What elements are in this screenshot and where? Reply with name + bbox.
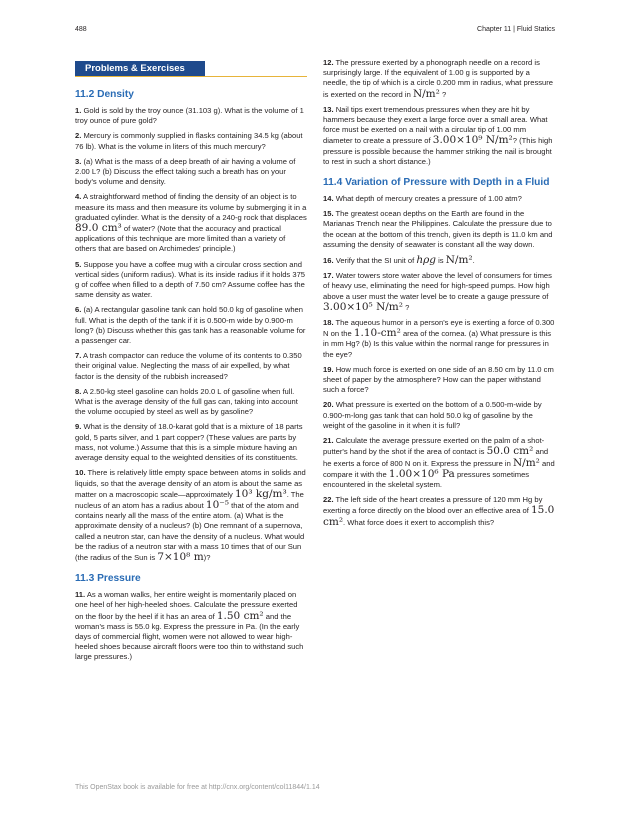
problem-number: 13. [323, 104, 334, 114]
problem-text: is [438, 256, 444, 266]
problem-text: Mercury is commonly supplied in flasks containing 34.5 kg (about 76 lb). What is the volume in liters of this much mercury? [75, 131, 303, 151]
problem-9 [75, 422, 307, 463]
math-expression: 15.0 cm² [323, 504, 555, 528]
problem-text: area of the cornea. (a) What pressure is this in mm Hg? (b) Is this value within the normal range for pressures in the eye? [323, 329, 552, 359]
problem-15 [323, 209, 555, 250]
problem-text: ? (This high pressure is possible because the hammer striking the nail is brought to rest in such a short distance.) [323, 136, 553, 166]
problem-2 [75, 131, 307, 151]
problem-8 [75, 387, 307, 418]
problem-number: 6. [75, 305, 82, 315]
problem-text: (a) What is the mass of a deep breath of air having a volume of 2.00 L? (b) Discuss the effect taking such a breath has on your body's volume and density. [75, 156, 296, 187]
problem-5 [75, 260, 307, 301]
problem-text: of water? (Note that the accuracy and practical applications of this technique are more limited than a variety of others that are based on Archimedes' principle.) [75, 224, 286, 254]
right-column [323, 58, 555, 533]
math-expression: N/m² [445, 254, 473, 267]
problem-14 [323, 194, 555, 204]
math-expression: 10⁻⁵ [205, 498, 230, 511]
problem-text: (a) A rectangular gasoline tank can hold 50.0 kg of gasoline when full. What is the depth of the tank if it is 0.500-m wide by 0.900-m long? (b) Discuss whether this gas tank has a reasonable volume for a passenger car. [75, 305, 306, 346]
problem-number: 21. [323, 436, 334, 446]
problem-number: 10. [75, 468, 86, 478]
problem-number: 4. [75, 192, 82, 202]
math-expression: hρg [416, 254, 436, 267]
problem-text: and compare it with the [323, 458, 555, 479]
problem-text: and the woman's mass is 55.0 kg. Express the pressure in Pa. (In the early days of commercial flight, women were not allowed to wear high-heeled shoes because aircraft floors were too thin to withstand such large pressures.) [75, 611, 304, 662]
problem-text: The pressure exerted by a phonograph needle on a record is surprisingly large. If the equivalent of 1.00 g is supported by a needle, the tip of which is a circle 0.200 mm in radius, what pressure is exerted on the record in [323, 58, 554, 99]
page-footer: This OpenStax book is available for free at http://cnx.org/content/col11844/1.14 [75, 784, 320, 791]
problem-text: . [472, 256, 475, 266]
problem-16 [323, 255, 555, 266]
math-expression: 1.50 cm² [216, 609, 264, 622]
problem-1 [75, 106, 307, 126]
problem-text: Gold is sold by the troy ounce (31.103 g). What is the volume of 1 troy ounce of pure gold? [75, 106, 304, 126]
problem-text: Verify that the SI unit of [335, 256, 415, 266]
chapter-header: Chapter 11 | Fluid Statics [477, 26, 555, 33]
problem-number: 11. [75, 590, 86, 600]
math-expression: 50.0 cm² [486, 445, 534, 458]
problem-number: 18. [323, 318, 334, 328]
problem-text: What pressure is exerted on the bottom of a 0.500-m-wide by 0.900-m-long gas tank that can hold 50.0 kg of gasoline by the weight of the gasoline in it when it is full? [323, 400, 542, 430]
problem-number: 8. [75, 386, 82, 396]
math-expression: 1.00×10⁶ Pa [388, 467, 455, 480]
math-expression: N/m² [512, 456, 540, 469]
problem-17 [323, 271, 555, 313]
problem-text: ? [405, 302, 410, 312]
section-heading-depth: 11.4 Variation of Pressure with Depth in a Fluid [323, 177, 550, 189]
problems-banner [75, 58, 307, 77]
problem-11 [75, 590, 307, 662]
problem-text: . What force does it exert to accomplish this? [343, 517, 495, 527]
math-expression: 7×10⁸ m [157, 550, 204, 563]
problem-text: The aqueous humor in a person's eye is exerting a force of 0.300 N on the [323, 318, 555, 339]
problem-text: Suppose you have a coffee mug with a circular cross section and vertical sides (uniform radius). What is its inside radius if it holds 375 g of coffee when filled to a depth of 7.50 cm? Assume coffee has the same density as water. [75, 259, 306, 300]
problem-text: There is relatively little empty space between atoms in solids and liquids, so that the average density of an atom is about the same as matter on a macroscopic scale—approximately [75, 468, 306, 499]
problem-number: 22. [323, 495, 334, 505]
problem-4 [75, 192, 307, 254]
problem-text: Nail tips exert tremendous pressures when they are hit by hammers because they exert a large force over a small area. What force must be exerted on a nail with a circular tip of 1.00 mm diameter to create a pressure of [323, 104, 548, 146]
problem-number: 1. [75, 106, 82, 115]
problem-text: )? [203, 552, 211, 562]
problem-22 [323, 495, 555, 528]
problem-number: 12. [323, 58, 334, 67]
problem-text: What depth of mercury creates a pressure of 1.00 atm? [335, 194, 522, 204]
math-expression: N/m² [412, 87, 440, 100]
problem-text: pressures sometimes encountered in the skeletal system. [323, 469, 530, 489]
section-heading-density: 11.2 Density [75, 89, 134, 100]
problem-text: A 2.50-kg steel gasoline can holds 20.0 L of gasoline when full. What is the average density of the full gas can, taking into account the volume occupied by steel as well as by gasoline? [75, 386, 298, 417]
problem-13 [323, 105, 555, 167]
problem-12 [323, 58, 555, 100]
banner-title: Problems & Exercises [75, 61, 205, 76]
problem-text: Water towers store water above the level of consumers for times of heavy use, eliminating the need for high-speed pumps. How high above a user must the water level be to create a gauge pressure of [323, 271, 552, 301]
problem-number: 15. [323, 209, 334, 219]
problem-text: that of the atom and contains nearly all the mass of the entire atom. (a) What is the approximate density of a nucleus? (b) One remnant of a supernova, called a neutron star, can have the density of a nucleus. What would be the radius of a neutron star with a mass 10 times that of our Sun (the radius of the Sun is [75, 500, 305, 562]
problem-text: How much force is exerted on one side of an 8.50 cm by 11.0 cm sheet of paper by the atmosphere? How can the paper withstand such a force? [323, 364, 554, 395]
problem-text: ? [441, 89, 447, 99]
math-expression: 10³ kg/m³ [234, 487, 287, 500]
problem-text: and he exerts a force of 800 N on it. Express the pressure in [323, 447, 549, 468]
problem-21 [323, 436, 555, 490]
problem-text: As a woman walks, her entire weight is momentarily placed on one heel of her high-heeled shoes. Calculate the pressure exerted on the floor by the heel if it has an area of [75, 590, 298, 621]
math-expression: 1.10-cm² [353, 327, 401, 340]
problem-10 [75, 468, 307, 563]
problem-number: 9. [75, 422, 82, 432]
problem-20 [323, 400, 555, 431]
problem-text: The greatest ocean depths on the Earth are found in the Marianas Trench near the Philippines. Calculate the pressure due to the ocean at the bottom of this trench, given its depth is 11.0 km and assuming the density of seawater is constant all the way down. [323, 209, 553, 249]
problem-number: 3. [75, 156, 82, 166]
problem-6 [75, 305, 307, 346]
problem-number: 20. [323, 400, 334, 410]
math-expression: 3.00×10⁹ N/m² [432, 134, 513, 147]
problem-text: A trash compactor can reduce the volume of its contents to 0.350 their original value. Neglecting the mass of air expelled, by what factor is the density of the rubbish increased? [75, 351, 302, 381]
problem-number: 7. [75, 351, 82, 361]
problem-number: 14. [323, 194, 334, 204]
left-column [75, 58, 307, 668]
problem-3 [75, 157, 307, 188]
page-number: 488 [75, 26, 87, 33]
problem-text: What is the density of 18.0-karat gold that is a mixture of 18 parts gold, 5 parts silver, and 1 part copper? (These values are parts by mass, not volume.) Assume that this is a simple mixture having an average density equal to the weighted densities of its constituents. [75, 422, 303, 463]
section-heading-pressure: 11.3 Pressure [75, 573, 141, 585]
problem-number: 5. [75, 259, 82, 269]
problem-text: A straightforward method of finding the density of an object is to measure its mass and then measure its volume by submerging it in a graduated cylinder. What is the density of a 240-g rock that displaces [75, 192, 307, 222]
problem-19 [323, 365, 555, 396]
math-expression: 3.00×10⁵ N/m² [323, 300, 403, 313]
math-expression: 89.0 cm³ [75, 222, 122, 235]
problem-7 [75, 351, 307, 382]
problem-text: Calculate the average pressure exerted on the palm of a shot-putter's hand by the shot if the area of contact is [323, 436, 545, 457]
problem-number: 19. [323, 364, 334, 374]
problem-number: 17. [323, 271, 334, 281]
problem-number: 16. [323, 256, 334, 266]
problem-number: 2. [75, 131, 82, 141]
problem-18 [323, 318, 555, 360]
problem-text: . The nucleus of an atom has a radius about [75, 489, 304, 510]
problem-text: The left side of the heart creates a pressure of 120 mm Hg by exerting a force directly on the blood over an effective area of [323, 495, 543, 516]
